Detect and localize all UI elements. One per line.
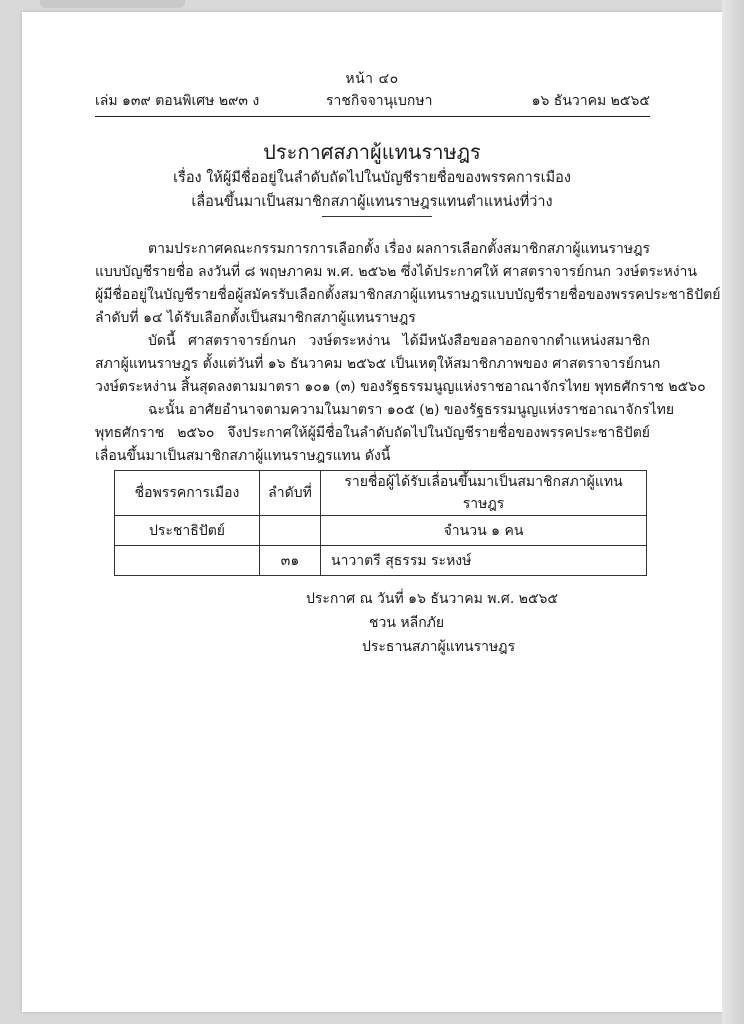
top-edge-shadow (40, 0, 185, 8)
announcement-date: ประกาศ ณ วันที่ ๑๖ ธันวาคม พ.ศ. ๒๕๖๕ (306, 591, 559, 607)
empty-cell (115, 546, 260, 576)
paragraph-3-line-2: พุทธศักราช ๒๕๖๐ จึงประกาศให้ผู้มีชื่อในลำดับถัดไปในบัญชีรายชื่อของพรรคประชาธิปัตย์ (95, 425, 650, 441)
paragraph-3-line-3: เลื่อนขึ้นมาเป็นสมาชิกสภาผู้แทนราษฎรแทน ดังนี้ (95, 448, 391, 464)
table-row (115, 516, 647, 546)
paragraph-2-line-3: วงษ์ตระหง่าน สิ้นสุดลงตามมาตรา ๑๐๑ (๓) ของรัฐธรรมนูญแห่งราชอาณาจักรไทย พุทธศักราช ๒๕๖๐ (95, 379, 706, 395)
person-name: นาวาตรี สุธรรม ระหงษ์ (321, 546, 647, 576)
member-count: จำนวน ๑ คน (321, 516, 647, 546)
paragraph-2-line-1: บัดนี้ ศาสตราจารย์กนก วงษ์ตระหง่าน ได้มีหนังสือขอลาออกจากตำแหน่งสมาชิก (148, 333, 650, 349)
header-rule (95, 116, 650, 117)
header-party: ชื่อพรรคการเมือง (115, 471, 260, 516)
title-divider (322, 216, 432, 217)
subject-line-2: เลื่อนขึ้นมาเป็นสมาชิกสภาผู้แทนราษฎรแทนตำแหน่งที่ว่าง (191, 194, 553, 210)
table-row (115, 546, 647, 576)
paragraph-1-line-3: ผู้มีชื่ออยู่ในบัญชีรายชื่อผู้สมัครรับเลือกตั้งสมาชิกสภาผู้แทนราษฎรแบบบัญชีรายชื่อของพรรคประชาธิปัตย์ (95, 287, 721, 303)
signatory-name: ชวน หลีกภัย (369, 615, 445, 631)
document-title: ประกาศสภาผู้แทนราษฎร (263, 140, 481, 164)
paragraph-1-line-4: ลำดับที่ ๑๔ ได้รับเลือกตั้งเป็นสมาชิกสภาผู้แทนราษฎร (95, 310, 416, 326)
table-header-row (115, 471, 647, 516)
party-name: ประชาธิปัตย์ (115, 516, 260, 546)
paragraph-2-line-2: สภาผู้แทนราษฎร ตั้งแต่วันที่ ๑๖ ธันวาคม ๒๕๖๕ เป็นเหตุให้สมาชิกภาพของ ศาสตราจารย์กนก (95, 356, 661, 372)
volume-info: เล่ม ๑๓๙ ตอนพิเศษ ๒๙๓ ง (95, 93, 260, 109)
header-rank: ลำดับที่ (260, 471, 321, 516)
empty-cell (260, 516, 321, 546)
header-date: ๑๖ ธันวาคม ๒๕๖๕ (531, 93, 650, 109)
paragraph-3-line-1: ฉะนั้น อาศัยอำนาจตามความในมาตรา ๑๐๕ (๒) ของรัฐธรรมนูญแห่งราชอาณาจักรไทย (148, 402, 675, 418)
rank-number: ๓๑ (260, 546, 321, 576)
page-number: หน้า ๔๐ (345, 71, 399, 87)
paragraph-1-line-2: แบบบัญชีรายชื่อ ลงวันที่ ๘ พฤษภาคม พ.ศ. ๒๕๖๒ ซึ่งได้ประกาศให้ ศาสตราจารย์กนก วงษ์ตระหง่าน (95, 264, 697, 280)
running-header (95, 90, 650, 114)
gazette-name: ราชกิจจานุเบกษา (326, 93, 433, 109)
paragraph-1-line-1: ตามประกาศคณะกรรมการการเลือกตั้ง เรื่อง ผลการเลือกตั้งสมาชิกสภาผู้แทนราษฎร (148, 241, 650, 257)
header-person: รายชื่อผู้ได้รับเลื่อนขึ้นมาเป็นสมาชิกสภาผู้แทนราษฎร (321, 471, 647, 516)
promotion-table (114, 470, 647, 576)
signatory-position: ประธานสภาผู้แทนราษฎร (362, 639, 516, 655)
subject-line-1: เรื่อง ให้ผู้มีชื่ออยู่ในลำดับถัดไปในบัญชีรายชื่อของพรรคการเมือง (173, 170, 571, 186)
